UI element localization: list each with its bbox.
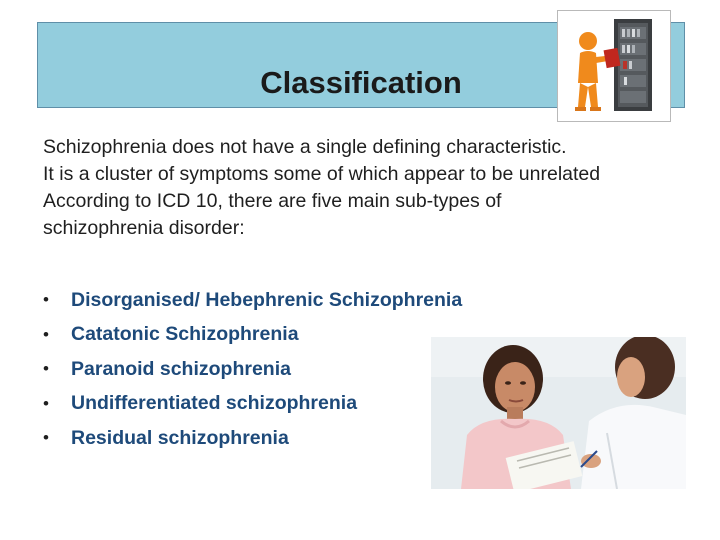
list-item bbox=[43, 387, 462, 422]
bullet-marker: • bbox=[43, 428, 49, 448]
bullet-marker: • bbox=[43, 359, 49, 379]
subtype-label: Disorganised/ Hebephrenic Schizophrenia bbox=[71, 288, 463, 311]
intro-line: It is a cluster of symptoms some of which appear to be unrelated bbox=[43, 163, 601, 185]
list-item bbox=[43, 421, 462, 456]
subtype-label: Residual schizophrenia bbox=[71, 426, 289, 449]
list-item bbox=[43, 283, 462, 318]
subtype-label: Undifferentiated schizophrenia bbox=[71, 392, 358, 415]
list-item bbox=[43, 318, 462, 353]
subtype-list bbox=[43, 283, 462, 456]
intro-line: schizophrenia disorder: bbox=[43, 217, 245, 239]
bullet-marker: • bbox=[43, 393, 49, 413]
intro-paragraph bbox=[43, 134, 703, 242]
intro-line: Schizophrenia does not have a single defining characteristic. bbox=[43, 136, 567, 158]
subtype-label: Paranoid schizophrenia bbox=[71, 357, 291, 380]
subtype-label: Catatonic Schizophrenia bbox=[71, 323, 299, 346]
list-item bbox=[43, 352, 462, 387]
slide-title: Classification bbox=[260, 65, 462, 100]
patient-consultation-photo bbox=[431, 337, 686, 489]
intro-line: According to ICD 10, there are five main sub-types of bbox=[43, 190, 502, 212]
bullet-marker: • bbox=[43, 324, 49, 344]
bullet-marker: • bbox=[43, 290, 49, 310]
filing-cabinet-figure-icon bbox=[557, 10, 671, 122]
